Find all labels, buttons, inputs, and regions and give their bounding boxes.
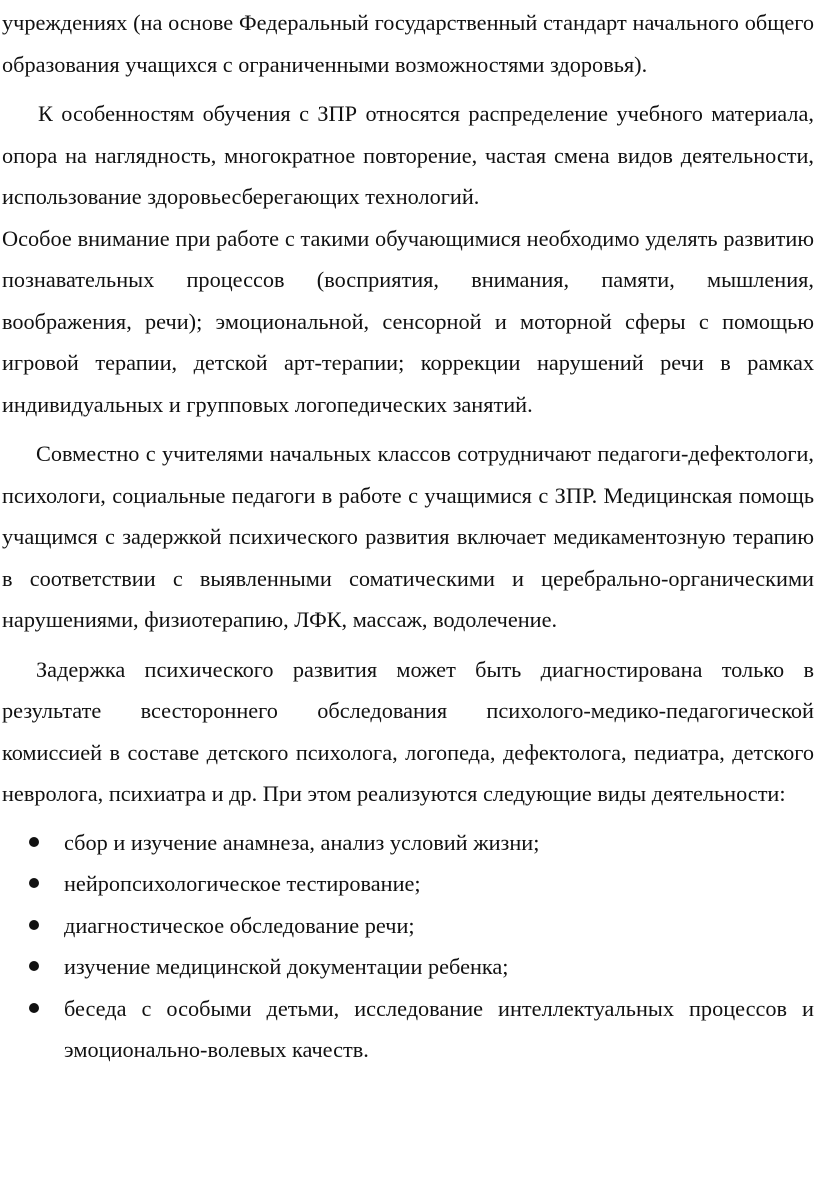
list-item-text: диагностическое обследование речи;	[64, 912, 415, 938]
list-item-text: нейропсихологическое тестирование;	[64, 871, 421, 896]
list-item	[2, 822, 814, 864]
bullet-icon	[29, 878, 39, 888]
bullet-icon	[29, 837, 39, 847]
activities-list	[2, 822, 814, 1071]
paragraph-cooperation: Совместно с учителями начальных классов сотрудничают педагоги-дефектологи, психологи, социальные педагоги в работе с учащимися с ЗПР. Медицинская помощь учащимся с задержкой психического развития включает медикаментозную терапию в соответствии с выявленными соматическими и церебрально-органическими нарушениями, физиотерапию, ЛФК, массаж, водолечение.	[2, 441, 814, 632]
bullet-icon	[29, 1003, 39, 1013]
list-item-text: сбор и изучение анамнеза, анализ условий жизни;	[64, 829, 540, 855]
list-item	[2, 863, 814, 905]
bullet-icon	[29, 961, 39, 971]
paragraph-continuation: учреждениях (на основе Федеральный государственный стандарт начального общего образования учащихся с ограниченными возможностями здоровья).	[2, 10, 814, 77]
list-item-text: беседа с особыми детьми, исследование интеллектуальных процессов и эмоционально-волевых качеств.	[64, 995, 814, 1062]
paragraph-special-attention: Особое внимание при работе с такими обучающимися необходимо уделять развитию познавательных процессов (восприятия, внимания, памяти, мышления, воображения, речи); эмоциональной, сенсорной и моторной сферы с помощью игровой терапии, детской арт-терапии; коррекции нарушений речи в рамках индивидуальных и групповых логопедических занятий.	[2, 225, 814, 417]
paragraph-diagnosis: Задержка психического развития может быть диагностирована только в результате всестороннего обследования психолого-медико-педагогической комиссией в составе детского психолога, логопеда, дефектолога, педиатра, детского невролога, психиатра и др. При этом реализуются следующие виды деятельности:	[2, 656, 814, 806]
list-item	[2, 988, 814, 1071]
paragraph-zpr-features: К особенностям обучения с ЗПР относятся распределение учебного материала, опора на наглядность, многократное повторение, частая смена видов деятельности, использование здоровьесберегающих технологий.	[2, 101, 814, 209]
list-item	[2, 946, 814, 988]
bullet-icon	[29, 920, 39, 930]
list-item-text: изучение медицинской документации ребенка;	[64, 954, 509, 979]
list-item	[2, 905, 814, 947]
